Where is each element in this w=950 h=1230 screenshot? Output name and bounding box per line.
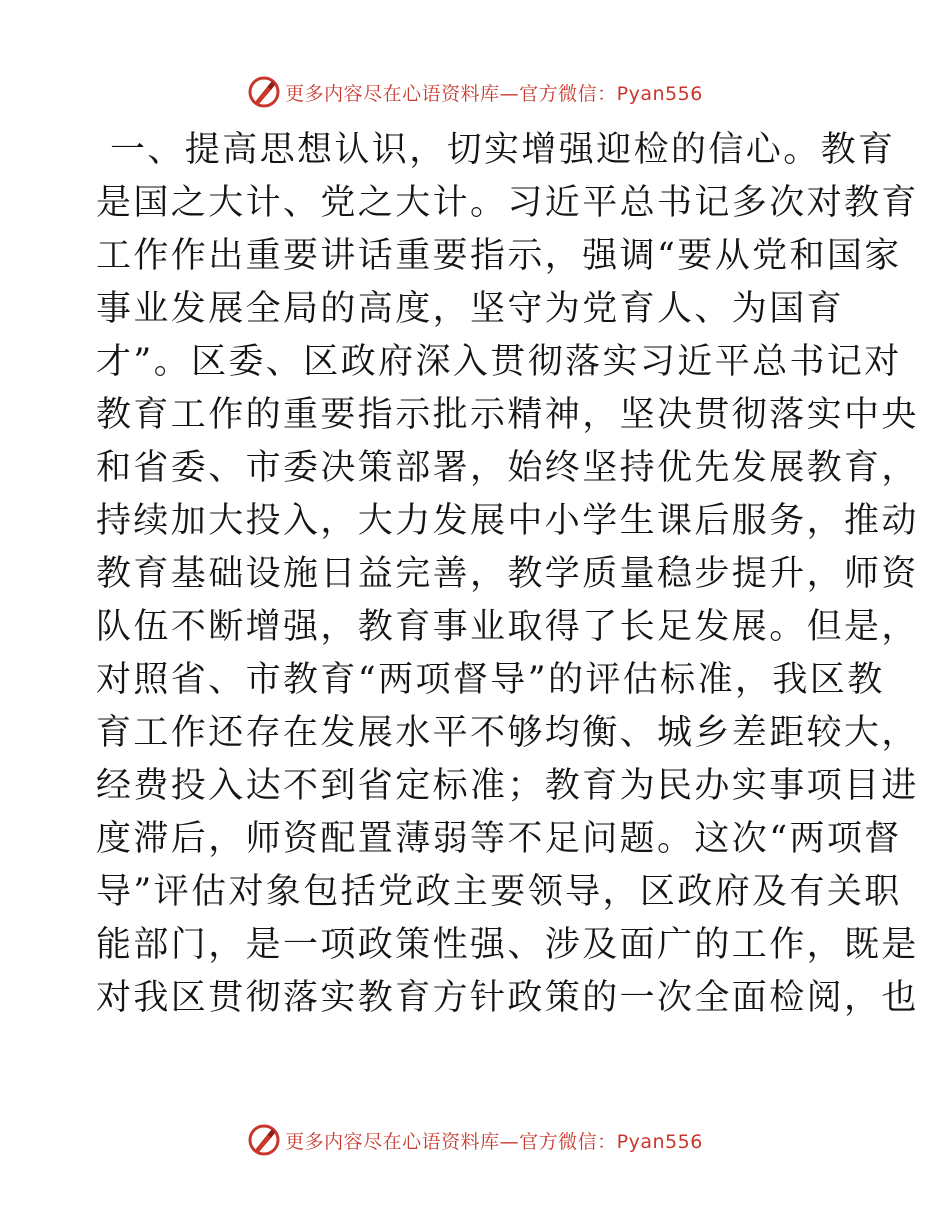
text-line: 教育基础设施日益完善，教学质量稳步提升，师资 [96,554,919,594]
watermark-header [0,72,950,112]
text-line: 一、提高思想认识，切实增强迎检的信心。教育 [110,130,896,170]
watermark-footer [0,1120,950,1160]
text-line: 育工作还存在发展水平不够均衡、城乡差距较大， [96,713,919,753]
text-line: 事业发展全局的高度，坚守为党育人、为国育 [96,289,845,329]
document-body [96,124,919,1025]
text-line: 是国之大计、党之大计。习近平总书记多次对教育 [96,183,919,223]
text-line: 对照省、市教育“两项督导”的评估标准，我区教 [96,660,885,700]
text-line: 队伍不断增强，教育事业取得了长足发展。但是， [96,607,919,647]
text-line: 导”评估对象包括党政主要领导，区政府及有关职 [96,872,902,912]
text-line: 和省委、市委决策部署，始终坚持优先发展教育， [96,448,919,488]
text-line: 能部门，是一项政策性强、涉及面广的工作，既是 [96,925,919,965]
pen-logo-icon [247,75,281,109]
text-line: 教育工作的重要指示批示精神，坚决贯彻落实中央 [96,395,919,435]
text-line: 持续加大投入，大力发展中小学生课后服务，推动 [96,501,919,541]
text-line: 对我区贯彻落实教育方针政策的一次全面检阅，也 [96,978,919,1018]
text-line: 度滞后，师资配置薄弱等不足问题。这次“两项督 [96,819,902,859]
text-line: 经费投入达不到省定标准；教育为民办实事项目进 [96,766,919,806]
text-line: 工作作出重要讲话重要指示，强调“要从党和国家 [96,236,902,276]
watermark-text: 更多内容尽在心语资料库—官方微信：Pyan556 [285,1130,703,1153]
pen-logo-icon [247,1123,281,1157]
text-line: 才”。区委、区政府深入贯彻落实习近平总书记对 [96,342,902,382]
watermark-text: 更多内容尽在心语资料库—官方微信：Pyan556 [285,82,703,105]
